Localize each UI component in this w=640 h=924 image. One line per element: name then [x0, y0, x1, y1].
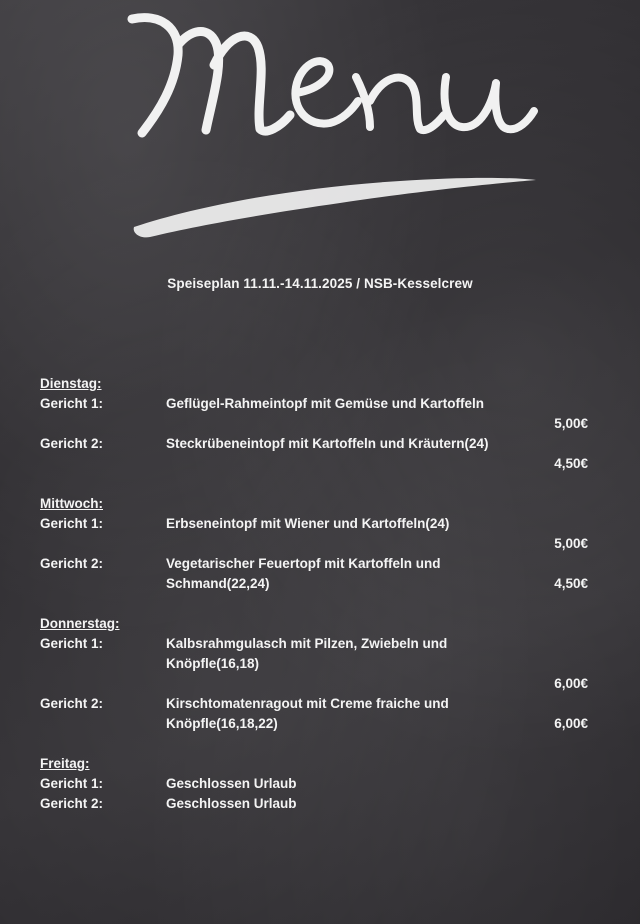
day-section [40, 374, 588, 474]
dish-name-continued: Knöpfle(16,18,22) [166, 716, 278, 731]
dish-row [40, 794, 588, 814]
dish-row-continued [40, 574, 588, 594]
dish-name: Steckrübeneintopf mit Kartoffeln und Kräutern(24) [166, 436, 489, 451]
dish-row [40, 634, 588, 654]
page-subtitle: Speiseplan 11.11.-14.11.2025 / NSB-Kesselcrew [167, 276, 473, 291]
dish-row-continued [40, 714, 588, 734]
dish-name: Geschlossen Urlaub [166, 796, 297, 811]
dish-name: Kalbsrahmgulasch mit Pilzen, Zwiebeln und [166, 636, 448, 651]
dish-label: Gericht 2: [40, 436, 104, 451]
dish-row [40, 774, 588, 794]
dish-price: 4,50€ [554, 456, 588, 471]
dish-name: Vegetarischer Feuertopf mit Kartoffeln und [166, 556, 441, 571]
dish-label: Gericht 1: [40, 396, 104, 411]
weekly-menu [40, 374, 588, 834]
dish-row [40, 514, 588, 534]
dish-label: Gericht 1: [40, 516, 104, 531]
dish-name: Geschlossen Urlaub [166, 776, 297, 791]
dish-row [40, 694, 588, 714]
dish-label: Gericht 2: [40, 696, 104, 711]
dish-name-continued: Schmand(22,24) [166, 576, 270, 591]
dish-price: 6,00€ [554, 716, 588, 731]
dish-label: Gericht 2: [40, 556, 104, 571]
dish-price: 5,00€ [554, 536, 588, 551]
day-heading: Donnerstag: [40, 616, 120, 631]
day-section [40, 494, 588, 594]
dish-label: Gericht 1: [40, 636, 104, 651]
dish-row [40, 554, 588, 574]
dish-row-continued [40, 654, 588, 674]
dish-row [40, 434, 588, 454]
dish-price: 6,00€ [554, 676, 588, 691]
dish-name: Kirschtomatenragout mit Creme fraiche und [166, 696, 449, 711]
dish-name: Geflügel-Rahmeintopf mit Gemüse und Kartoffeln [166, 396, 485, 411]
menu-logo [120, 5, 550, 240]
dish-label: Gericht 1: [40, 776, 104, 791]
dish-price: 5,00€ [554, 416, 588, 431]
dish-name: Erbseneintopf mit Wiener und Kartoffeln(24) [166, 516, 450, 531]
dish-name-continued: Knöpfle(16,18) [166, 656, 260, 671]
day-heading: Freitag: [40, 756, 90, 771]
day-section [40, 614, 588, 734]
day-heading: Dienstag: [40, 376, 102, 391]
dish-row [40, 394, 588, 414]
dish-label: Gericht 2: [40, 796, 104, 811]
dish-price: 4,50€ [554, 576, 588, 591]
day-section [40, 754, 588, 814]
day-heading: Mittwoch: [40, 496, 103, 511]
